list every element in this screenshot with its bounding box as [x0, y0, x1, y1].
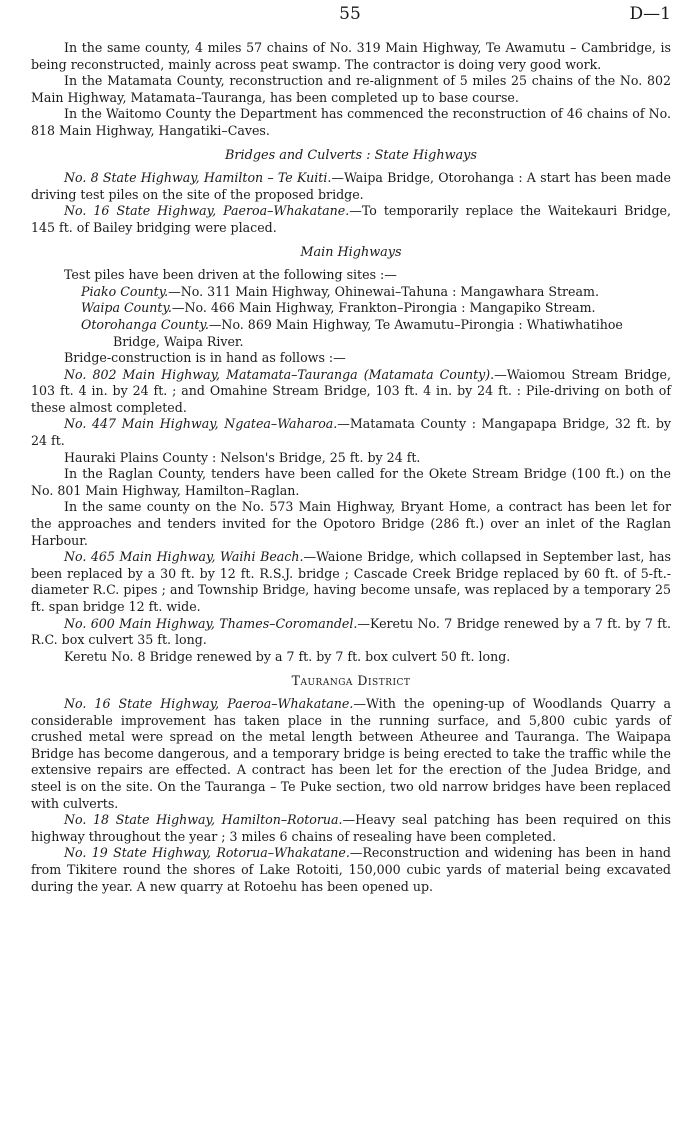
sh19-title: No. 19 State Highway, Rotorua–Whakatane. — [64, 845, 350, 861]
mh447-text: —Matamata County : Mangapapa Bridge, 32 ft. by 24 ft. — [31, 416, 672, 449]
mh600-text: —Keretu No. 7 Bridge renewed by a 7 ft. by 7 ft. R.C. box culvert 35 ft. long. — [31, 615, 671, 648]
section-heading-bridges-state-highways: Bridges and Culverts : State Highways — [225, 147, 477, 163]
paragraph-raglan-opotoro: In the same county on the No. 573 Main Highway, Bryant Home, a contract has been let for the approaches and tenders invited for the Opotoro Bridge (286 ft.) over an inlet of the Raglan Harbour. — [31, 499, 671, 548]
paragraph-te-awamutu: In the same county, 4 miles 57 chains of No. 319 Main Highway, Te Awamutu – Cambridge, is being reconstructed, mainly across peat swamp. The contractor is doing very good work. — [31, 40, 671, 72]
test-piles-intro: Test piles have been driven at the following sites :— — [64, 267, 397, 283]
sh8-text: —Waipa Bridge, Otorohanga : A start has been made driving test piles on the site of the proposed bridge. — [31, 170, 672, 202]
page-header — [0, 4, 700, 24]
site-item — [31, 300, 671, 317]
construction-intro: Bridge-construction is in hand as follows :— — [64, 350, 346, 366]
paragraph-sh19 — [31, 845, 671, 895]
mh465-title: No. 465 Main Highway, Waihi Beach. — [64, 549, 304, 565]
sh16b-title: No. 16 State Highway, Paeroa–Whakatane. — [64, 695, 354, 711]
site-item — [31, 284, 671, 301]
document-body — [31, 40, 671, 895]
paragraph-sh8 — [31, 170, 671, 203]
site-item — [31, 317, 671, 350]
sh19-text: —Reconstruction and widening has been in hand from Tikitere round the shores of Lake Rotoiti, 150,000 cubic yards of material being excavated during the year. A new quarry at Rotoehu has been opened up. — [31, 845, 671, 894]
paragraph-mh802 — [31, 367, 671, 417]
sh16a-title: No. 16 State Highway, Paeroa–Whakatane. — [64, 203, 350, 219]
page-number: 55 — [339, 4, 361, 24]
paragraph-sh16-bailey — [31, 203, 671, 236]
paragraph-hauraki: Hauraki Plains County : Nelson's Bridge, 25 ft. by 24 ft. — [64, 449, 421, 465]
paragraph-mh600 — [31, 616, 671, 649]
site-county: Piako County. — [81, 283, 169, 299]
site-county: Waipa County. — [81, 300, 172, 316]
sh16b-text: —With the opening-up of Woodlands Quarry a considerable improvement has taken place in the running surface, and 5,800 cubic yards of crushed metal were spread on the metal length between Atheuree and Tauranga. The Waipapa Bridge has become dangerous, and a temporary bridge is being erected to take the traffic while the extensive repairs are effected. A contract has been let for the erection of the Judea Bridge, and steel is on the site. On the Tauranga – Te Puke section, two old narrow bridges have been replaced with culverts. — [31, 695, 671, 811]
mh600-title: No. 600 Main Highway, Thames–Coromandel. — [64, 615, 358, 631]
paragraph-mh465 — [31, 549, 671, 615]
paragraph-waitomo: In the Waitomo County the Department has commenced the reconstruction of 46 chains of No. 818 Main Highway, Hangatiki–Caves. — [31, 106, 671, 138]
site-text: —No. 466 Main Highway, Frankton–Pirongia : Mangapiko Stream. — [171, 300, 596, 316]
site-text: —No. 311 Main Highway, Ohinewai–Tahuna : Mangawhara Stream. — [168, 283, 599, 299]
sh18-text: —Heavy seal patching has been required on this highway throughout the year ; 3 miles 6 chains of resealing have been completed. — [31, 812, 671, 844]
paragraph-mh447 — [31, 416, 671, 449]
section-heading-tauranga-district: Tauranga District — [291, 673, 411, 689]
site-text: —No. 869 Main Highway, Te Awamutu–Pirongia : Whatiwhatihoe Bridge, Waipa River. — [113, 316, 623, 349]
paragraph-sh16-woodlands — [31, 696, 671, 812]
section-heading-main-highways: Main Highways — [300, 244, 402, 260]
document-reference: D—1 — [629, 4, 671, 24]
sh18-title: No. 18 State Highway, Hamilton–Rotorua. — [64, 812, 343, 828]
mh465-text: —Waione Bridge, which collapsed in September last, has been replaced by a 30 ft. by 12 ft. R.S.J. bridge ; Cascade Creek Bridge replaced by 60 ft. of 5-ft.-diameter R.C. pipes ; and Township Bridge, having become unsafe, was replaced by a temporary 25 ft. span bridge 12 ft. wide. — [31, 549, 671, 614]
sh16a-text: —To temporarily replace the Waitekauri Bridge, 145 ft. of Bailey bridging were placed. — [31, 203, 671, 235]
paragraph-sh18 — [31, 812, 671, 845]
mh802-text: —Waiomou Stream Bridge, 103 ft. 4 in. by 24 ft. ; and Omahine Stream Bridge, 103 ft. 4 in. by 24 ft. : Pile-driving on both of these almost completed. — [31, 366, 672, 415]
paragraph-matamata: In the Matamata County, reconstruction and re-alignment of 5 miles 25 chains of the No. 802 Main Highway, Matamata–Tauranga, has been completed up to base course. — [31, 73, 671, 105]
paragraph-raglan-okete: In the Raglan County, tenders have been called for the Okete Stream Bridge (100 ft.) on the No. 801 Main Highway, Hamilton–Raglan. — [31, 466, 671, 498]
paragraph-keretu8: Keretu No. 8 Bridge renewed by a 7 ft. by 7 ft. box culvert 50 ft. long. — [64, 648, 511, 664]
site-county: Otorohanga County. — [81, 316, 209, 332]
sh8-title: No. 8 State Highway, Hamilton – Te Kuiti. — [64, 170, 332, 186]
mh447-title: No. 447 Main Highway, Ngatea–Waharoa. — [64, 416, 338, 432]
mh802-title: No. 802 Main Highway, Matamata–Tauranga (Matamata County). — [64, 366, 495, 382]
